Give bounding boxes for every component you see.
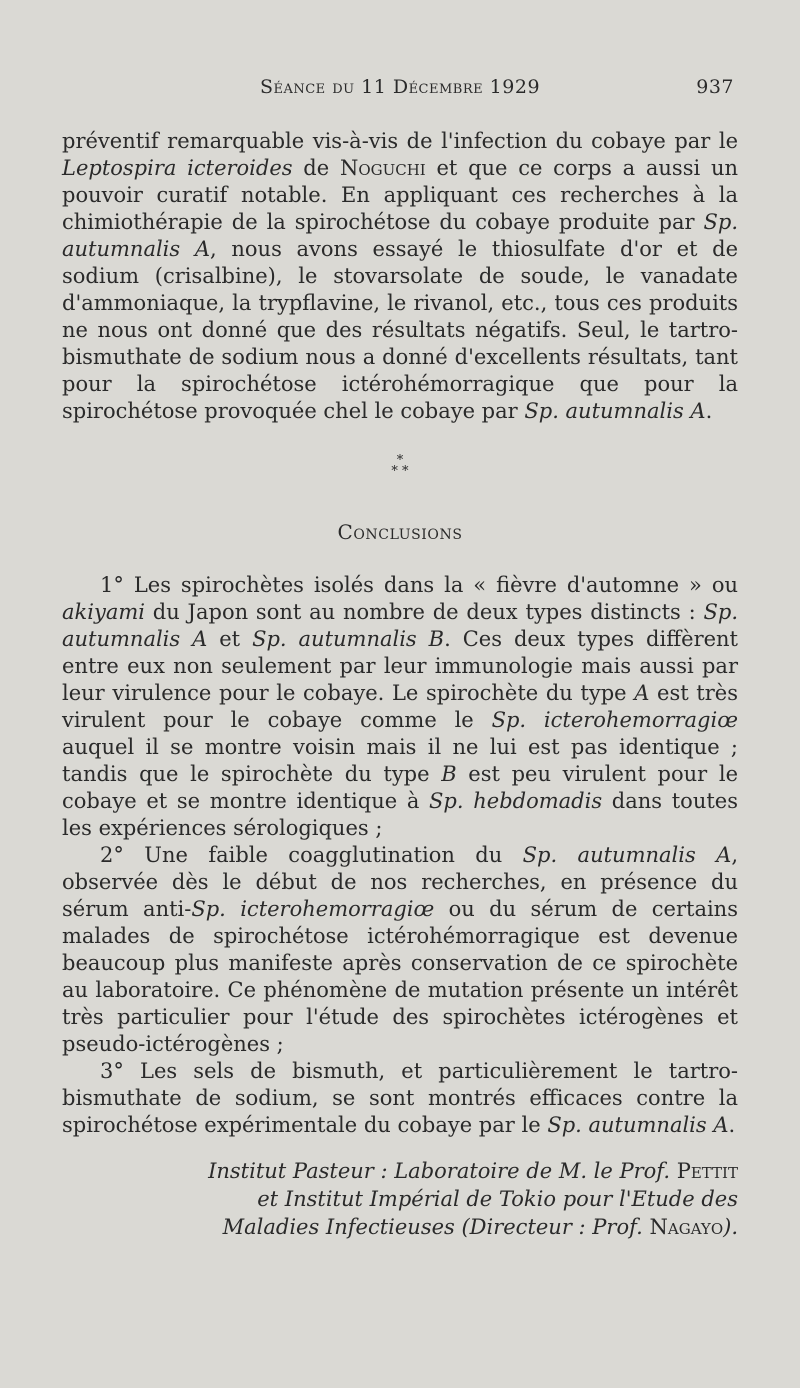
c2-species-a: Sp. autumnalis A [522, 843, 732, 867]
c3-text-2: . [728, 1113, 736, 1137]
conclusion-1 [62, 572, 738, 842]
sig-pettit: Pettit [676, 1159, 738, 1183]
intro-species-leptospira: Leptospira icteroides [62, 156, 293, 180]
c1-text-6: auquel il se montre voisin mais il ne lui est pas identique ; tandis que le spirochète du type [62, 735, 738, 786]
intro-text-2: de [292, 156, 340, 180]
c1-text-4: . Ces deux types diffèrent entre eux non seulement par leur immunologie mais aussi par leur virulence pour le cobaye. Le spirochète du type [62, 627, 738, 705]
sig-nagayo: Nagayo [649, 1215, 724, 1239]
intro-species-autumnalis-a-2: Sp. autumnalis A [524, 399, 706, 423]
c3-species-a: Sp. autumnalis A [547, 1113, 729, 1137]
c1-species-b: Sp. autumnalis B [252, 627, 445, 651]
c1-text-3: et [207, 627, 253, 651]
c1-type-b: B [441, 762, 457, 786]
c1-text-5: est très virulent pour le cobaye comme le [62, 681, 738, 732]
c1-text-7: est peu virulent pour le cobaye et se montre identique à [62, 762, 738, 813]
running-header [62, 76, 738, 108]
c1-text-2: du Japon sont au nombre de deux types distincts : [144, 600, 704, 624]
affiliation-signature [62, 1157, 738, 1241]
c2-text-3: ou du sérum de certains malades de spirochétose ictérohémorragique est devenue beaucoup plus manifeste après conservation de ce spirochète au laboratoire. Ce phénomène de mutation présente un intérêt très particulier pour l'étude des spirochètes ictérogènes et pseudo-ictérogènes ; [62, 897, 738, 1056]
conclusion-2 [62, 842, 738, 1058]
c2-species-icterohemorragiae: Sp. icterohemorragiœ [191, 897, 435, 921]
c1-akiyami: akiyami [62, 600, 145, 624]
c1-species-hebdomadis: Sp. hebdomadis [429, 789, 603, 813]
c3-text-1: 3° Les sels de bismuth, et particulièrement le tartro-bismuthate de sodium, se sont montrés efficaces contre la spirochétose expérimentale du cobaye par le [62, 1059, 738, 1137]
conclusion-3 [62, 1058, 738, 1139]
intro-text-5: . [705, 399, 713, 423]
sig-text-2: et Institut Impérial de Tokio pour l'Etude des Maladies Infectieuses (Directeur : Prof. [222, 1187, 738, 1239]
c1-species-a: Sp. autumnalis A [62, 600, 738, 651]
asterism-divider [62, 455, 738, 491]
section-title: Conclusions [337, 520, 463, 544]
sig-text-3: ). [723, 1215, 738, 1239]
sig-text-1: Institut Pasteur : Laboratoire de M. le Prof. [208, 1159, 677, 1183]
c1-text-8: dans toutes les expériences sérologiques ; [62, 789, 738, 840]
author-noguchi: Noguchi [339, 156, 426, 180]
asterism-top: * [396, 453, 404, 468]
running-title: Séance du 11 Décembre 1929 [259, 76, 541, 98]
asterism-bottom: * * [391, 464, 409, 479]
intro-text-1: préventif remarquable vis-à-vis de l'infection du cobaye par le [62, 129, 738, 153]
text-body [62, 128, 738, 1241]
intro-species-autumnalis-a: Sp. autumnalis A [62, 210, 738, 261]
c2-text-2: , observée dès le début de nos recherches, en présence du sérum anti- [62, 843, 738, 921]
c2-text-1: 2° Une faible coagglutination du [100, 843, 523, 867]
intro-text-4: , nous avons essayé le thiosulfate d'or et de sodium (crisalbine), le stovarsolate de soude, le vanadate d'ammoniaque, la trypflavine, le rivanol, etc., tous ces produits ne nous ont donné que des résultats négatifs. Seul, le tartro-bismuthate de sodium nous a donné d'excellents résultats, tant pour la spirochétose ictérohémorragique que pour la spirochétose provoquée chel le cobaye par [62, 237, 738, 423]
c1-type-a: A [634, 681, 650, 705]
c1-species-icterohemorragiae: Sp. icterohemorragiœ [491, 708, 738, 732]
intro-text-3: et que ce corps a aussi un pouvoir curatif notable. En appliquant ces recherches à la chimiothérapie de la spirochétose du cobaye produite par [62, 156, 738, 234]
c1-text-1: 1° Les spirochètes isolés dans la « fièvre d'automne » ou [100, 573, 738, 597]
page-number: 937 [696, 76, 734, 98]
intro-paragraph [62, 128, 738, 425]
